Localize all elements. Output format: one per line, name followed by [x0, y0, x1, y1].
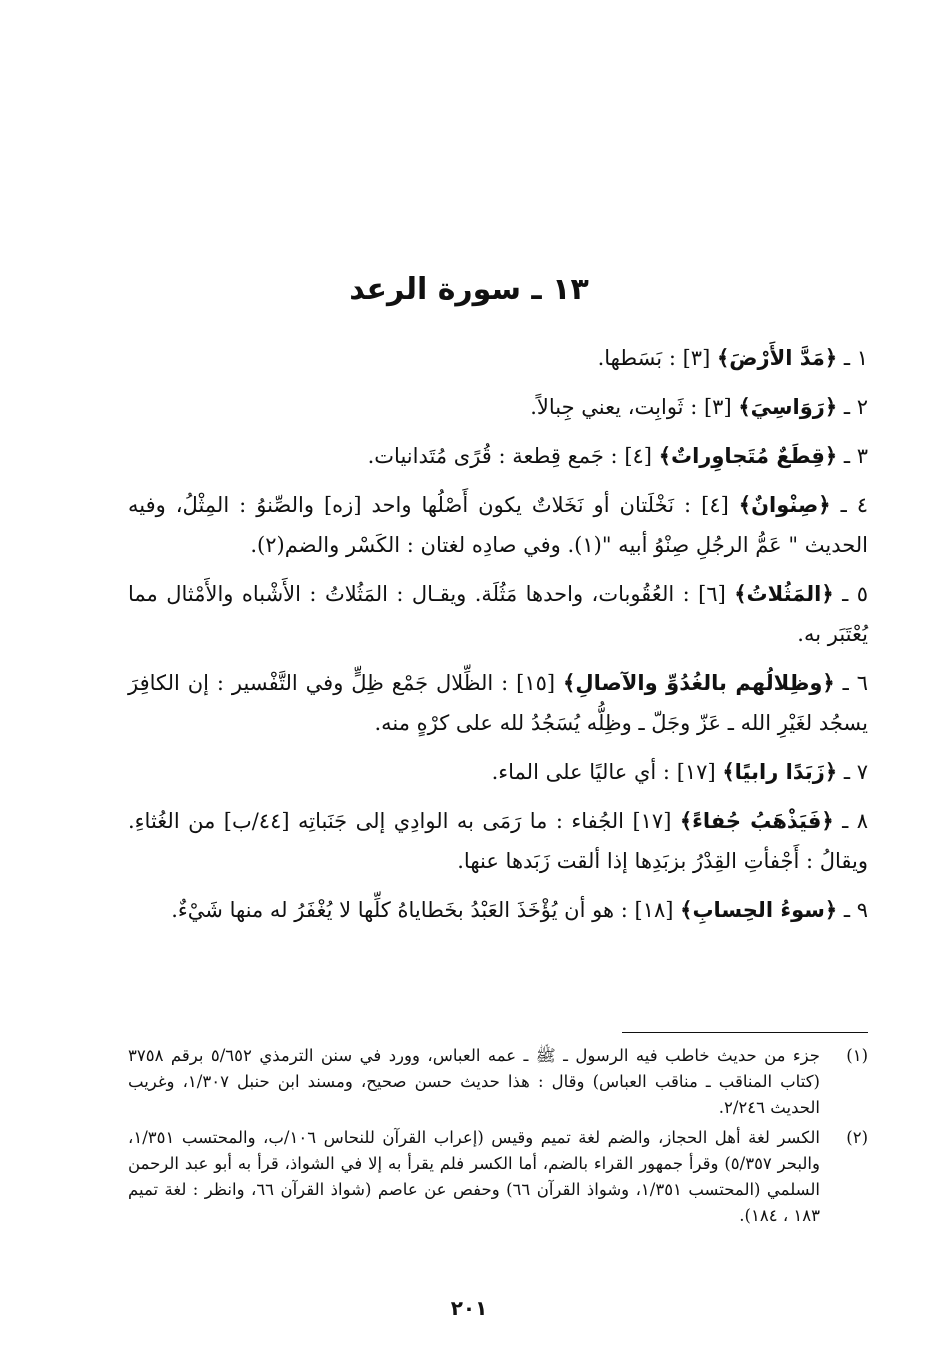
- glossary-entry: [128, 387, 868, 427]
- entry-definition: : جَمع قِطعة : قُرًى مُتَدانيات.: [367, 444, 618, 468]
- footnote-number: (١): [846, 1046, 868, 1065]
- entry-number: ٨ ـ: [842, 809, 868, 833]
- entry-definition: : الظِّلال جَمْع ظِلٍّ وفي التَّفْسير : إن الكافِرَ يسجُد لغَيْرِ الله ـ عَزّ وجَلّ ـ وظِلُّه يُسَجُدُ لله على كرْهٍ منه.: [128, 671, 868, 735]
- page-number: ٢٠١: [450, 1296, 488, 1320]
- entry-definition: : هو أن يُؤْخَذَ العَبْدُ بخَطاياهُ كلِّها لا يُغْفَرُ له منها شَيْءٌ.: [171, 898, 628, 922]
- footnote: [128, 1125, 868, 1229]
- verse-reference: [٤]: [701, 493, 729, 517]
- verse-reference: [٤]: [624, 444, 652, 468]
- entry-term: ﴿المَثُلاتُ﴾: [734, 582, 834, 606]
- glossary-entry: [128, 436, 868, 476]
- entry-term: ﴿وظِلالُهم بالغُدُوِّ والآصالِ﴾: [563, 671, 835, 695]
- entry-term: ﴿سوءُ الحِسابِ﴾: [680, 898, 838, 922]
- entry-definition: الجُفاء : ما رَمَى به الوادِي إلى جَنَباتِه [٤٤/ب] من الغُثاءِ. ويقالُ : أَجْفأتِ القِدْرُ بزبَدِها إذا ألقت زَبَدها عنها.: [128, 809, 868, 873]
- verse-reference: [٣]: [682, 346, 711, 370]
- entry-definition: : ثَوابِت، يعني جِبالاً.: [530, 395, 698, 419]
- entry-term: ﴿فَيَذْهَبُ جُفاءً﴾: [679, 809, 834, 833]
- verse-reference: [١٥]: [516, 671, 556, 695]
- entry-definition: : بَسَطها.: [597, 346, 676, 370]
- entry-number: ٧ ـ: [843, 760, 868, 784]
- entry-term: ﴿رَوَاسِيَ﴾: [738, 395, 838, 419]
- verse-reference: [١٧]: [676, 760, 716, 784]
- glossary-entry: [128, 752, 868, 792]
- verse-reference: [٣]: [703, 395, 732, 419]
- footnote-text: الكسر لغة أهل الحجاز، والضم لغة تميم وقيس (إعراب القرآن للنحاس ١٠٦/ب، والمحتسب ١/٣٥١، والبحر ٥/٣٥٧) وقرأ جمهور القراء بالضم، أما الكسر فلم يقرأ به إلا في الشواذ، قرأ به أبو عبد الرحمن السلمي (المحتسب ١/٣٥١، وشواذ القرآن ٦٦) وحفص عن عاصم (شواذ القرآن ٦٦، وانظر : لغة تميم ١٨٣ ، ١٨٤).: [128, 1128, 821, 1225]
- glossary-entry: [128, 801, 868, 881]
- entry-number: ١ ـ: [843, 346, 868, 370]
- glossary-entry: [128, 485, 868, 565]
- verse-reference: [١٧]: [632, 809, 672, 833]
- footnote-separator: [622, 1032, 868, 1033]
- glossary-entry: [128, 663, 868, 743]
- verse-reference: [٦]: [698, 582, 726, 606]
- entry-number: ٣ ـ: [843, 444, 868, 468]
- glossary-entries: [128, 338, 868, 939]
- entry-term: ﴿صِنْوانٌ﴾: [738, 493, 831, 517]
- surah-title: ١٣ ـ سورة الرعد: [349, 272, 589, 308]
- entry-term: ﴿قِطَعٌ مُتَجاوِراتٌ﴾: [658, 444, 838, 468]
- footnotes: [128, 1043, 868, 1233]
- entry-term: ﴿مَدَّ الأَرْضَ﴾: [716, 346, 838, 370]
- entry-number: ٥ ـ: [842, 582, 868, 606]
- glossary-entry: [128, 890, 868, 930]
- glossary-entry: [128, 338, 868, 378]
- entry-term: ﴿زَبَدًا رابيًا﴾: [722, 760, 838, 784]
- entry-number: ٢ ـ: [843, 395, 868, 419]
- entry-number: ٤ ـ: [840, 493, 868, 517]
- entry-number: ٦ ـ: [842, 671, 868, 695]
- footnote-number: (٢): [846, 1128, 868, 1147]
- glossary-entry: [128, 574, 868, 654]
- verse-reference: [١٨]: [634, 898, 674, 922]
- entry-definition: : نَخْلَتان أو نَخَلاتٌ يكون أَصْلُها واحد [زه] والصِّنوُ : المِثْلُ، وفيه الحديث " عَمُّ الرجُلِ صِنْوُ أبيه "(١). وفي صادِه لغتان : الكَسْر والضم(٢).: [128, 493, 868, 557]
- footnote: [128, 1043, 868, 1121]
- entry-definition: : العُقُوبات، واحدها مَثُلَة. ويقـال : المَثُلاتُ : الأَشْباه والأَمْثال مما يُعْتَبَر به.: [128, 582, 868, 646]
- footnote-text: جزء من حديث خاطب فيه الرسول ـ ﷺ ـ عمه العباس، وورد في سنن الترمذي ٥/٦٥٢ برقم ٣٧٥٨ (كتاب المناقب ـ مناقب العباس) وقال : هذا حديث حسن صحيح، ومسند ابن حنبل ١/٣٠٧، وغريب الحديث ٢/٢٤٦.: [128, 1046, 820, 1117]
- entry-number: ٩ ـ: [843, 898, 868, 922]
- entry-definition: : أي عاليًا على الماء.: [491, 760, 670, 784]
